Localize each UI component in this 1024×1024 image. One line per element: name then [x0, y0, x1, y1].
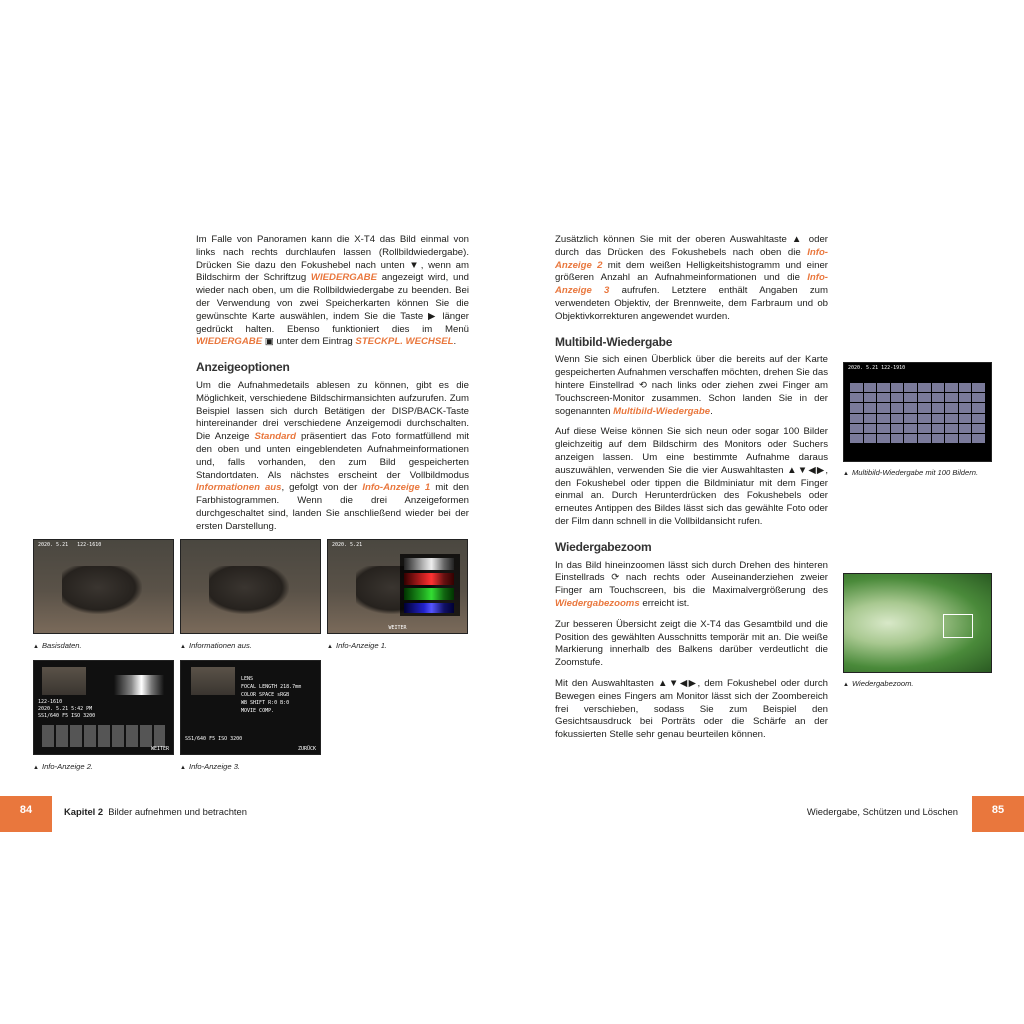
running-head-left: Kapitel 2 Bilder aufnehmen und betrachten	[64, 806, 247, 817]
zoom-overview-box	[943, 614, 973, 638]
highlight-multibild: Multibild-Wiedergabe	[613, 405, 711, 417]
highlight-info-anzeige-1: Info-Anzeige 1	[362, 482, 431, 494]
page-number-left: 84	[0, 796, 52, 832]
histogram-luminance	[114, 675, 164, 695]
page-number-right: 85	[972, 796, 1024, 832]
highlight-info-anzeige-3: Info-Anzeige 3	[555, 272, 828, 297]
hud-top: 2020. 5.21 122-1610	[38, 542, 102, 548]
caption-basisdaten: ▲ Basisdaten.	[33, 641, 82, 650]
caption-info-anzeige-2: ▲ Info-Anzeige 2.	[33, 762, 94, 771]
screenshot-info-anzeige-2: 122-1610 2020. 5.21 5:42 PM SS1/640 F5 ISO 3200 WEITER	[33, 660, 174, 755]
heading-anzeigeoptionen: Anzeigeoptionen	[196, 360, 290, 375]
right-paragraph-2: Wenn Sie sich einen Überblick über die bereits auf der Karte gespeicherten Aufnahmen verschaffen möchten, drehen Sie das hintere Einstellrad ⟲ nach links oder ziehen zwei Finger am Touchscreen-Monitor zusammen. Schon landen Sie in der sogenannten Multibild-Wiedergabe.	[555, 354, 828, 417]
boar-image	[62, 566, 143, 614]
right-paragraph-5: Zur besseren Übersicht zeigt die X-T4 das Gesamtbild und die Position des gewählten Ausschnitts temporär mit an. Die weiße Markierung innerhalb des Balkens darüber verdeutlicht die Zoomstufe.	[555, 618, 828, 669]
hud-weiter: WEITER	[150, 746, 169, 752]
highlight-wiedergabezooms: Wiedergabezooms	[555, 597, 640, 609]
hud-top: 2020. 5.21 122-1910	[848, 365, 906, 371]
screenshot-informationen-aus	[180, 539, 321, 634]
thumbnail-boar	[191, 667, 235, 695]
thumbnail-boar	[42, 667, 86, 695]
screenshot-basisdaten	[33, 539, 174, 634]
histogram-green	[404, 588, 454, 600]
left-paragraph-2: Um die Aufnahmedetails ablesen zu können, gibt es die Möglichkeit, verschiedene Bildschirmansichten aufzurufen. Zum Beispiel lassen sich durch Betätigen der DISP/BACK-Taste hintereinander drei verschiedene Anzeigemodi durchschalten. Die Anzeige Standard präsentiert das Foto formatfüllend mit den oben und unten eingeblendeten Aufnahmeinformationen und, falls vorhanden, den zum Bild gespeicherten Standortdaten. Als nächstes erscheint der Vollbildmodus Informationen aus, gefolgt von der Info-Anzeige 1 mit den Farbhistogrammen. Wenn die drei Anzeigeformen durchgeschaltet sind, landen Sie anschließend wieder bei der ersten Darstellung.	[196, 379, 470, 532]
caption-informationen-aus: ▲ Informationen aus.	[180, 641, 252, 650]
highlight-wiedergabe: WIEDERGABE	[310, 272, 377, 284]
left-paragraph-1: Im Falle von Panoramen kann die X-T4 das Bild einmal von links nach rechts durchlaufen lassen (Rollbildwiedergabe). Drücken Sie dazu den Fokushebel nach unten ▼, wenn am Bildschirm der Schriftzug WIEDERGABE angezeigt wird, und wieder nach oben, um die Rollbildwiedergabe zu beenden. Bei der Verwendung von zwei Speicherkarten können Sie die gewünschte Karte auswählen, indem Sie die Taste ▶ länger gedrückt halten. Ebenso funktioniert dies im Menü WIEDERGABE ▣ unter dem Eintrag STECKPL. WECHSEL.	[196, 234, 469, 348]
caption-info-anzeige-3: ▲ Info-Anzeige 3.	[180, 762, 241, 771]
thumbnail-grid	[850, 383, 985, 443]
heading-multibild-wiedergabe: Multibild-Wiedergabe	[555, 334, 673, 349]
screenshot-info-anzeige-3: LENS FOCAL LENGTH 218.7mm COLOR SPACE sRGB WB SHIFT R:0 B:0 MOVIE COMP. SS1/640 F5 ISO 3200 ZURÜCK	[180, 660, 321, 755]
highlight-info-anzeige-2: Info-Anzeige 2	[555, 246, 828, 271]
hud-top: 2020. 5.21	[332, 542, 363, 548]
right-paragraph-6: Mit den Auswahltasten ▲▼◀▶, dem Fokushebel oder durch Bewegen eines Fingers am Monitor lässt sich der Zoombereich frei verschieben, sodass Sie zum Beispiel den Gesichtsausdruck bei Porträts oder die Schärfe an der fokussierten Stelle sehr genau beurteilen können.	[555, 677, 828, 741]
hud-weiter: WEITER	[388, 625, 407, 631]
running-head-right: Wiedergabe, Schützen und Löschen	[806, 806, 958, 817]
highlight-steckpl: STECKPL. WECHSEL	[355, 336, 454, 348]
right-paragraph-1: Zusätzlich können Sie mit der oberen Auswahltaste ▲ oder durch das Drücken des Fokushebels nach oben die Info-Anzeige 2 mit dem weißen Helligkeitshistogramm und einer größeren Anzahl an Aufnahmeinformationen und die Info-Anzeige 3 aufrufen. Letztere enthält Angaben zum verwendeten Objektiv, der Brennweite, dem Farbraum und ob Objektivkorrekturen angewendet wurden.	[555, 234, 828, 322]
highlight-standard: Standard	[254, 431, 297, 443]
screenshot-info-anzeige-1	[327, 539, 468, 634]
right-column	[555, 234, 828, 750]
right-paragraph-3: Auf diese Weise können Sie sich neun oder sogar 100 Bilder gleichzeitig auf dem Bildschirm des Monitors oder Suchers anzeigen lassen. Um eine bestimmte Aufnahme daraus auszuwählen, verwenden Sie die vier Auswahltasten ▲▼◀▶, den Fokushebel oder tippen die Bildminiatur mit dem Finger einmal an. Durch Herunterdrücken des Fokushebels oder erneutes Antippen des Bildes lässt sich das gewählte Foto oder der Film dann schnell in die Vollbildansicht rufen.	[555, 426, 828, 527]
histogram-blue	[404, 603, 454, 613]
histogram-red	[404, 573, 454, 585]
screenshot-multibild	[843, 362, 992, 462]
left-column	[196, 234, 469, 542]
screenshot-wiedergabezoom	[843, 573, 992, 673]
caption-multibild: ▲ Multibild-Wiedergabe mit 100 Bildern.	[843, 468, 979, 477]
hud-zurueck: ZURÜCK	[297, 746, 316, 752]
right-paragraph-4: In das Bild hineinzoomen lässt sich durch Drehen des hinteren Einstellrads ⟳ nach rechts oder Auseinanderziehen zweier Finger am Touchscreen, bis die Maximalvergrößerung des Wiedergabezooms erreicht ist.	[555, 559, 828, 609]
highlight-informationen-aus: Informationen aus	[196, 482, 282, 494]
heading-wiedergabezoom: Wiedergabezoom	[555, 539, 652, 554]
rgb-histograms	[400, 554, 460, 616]
boar-image	[209, 566, 290, 614]
caption-info-anzeige-1: ▲ Info-Anzeige 1.	[327, 641, 388, 650]
histogram-white	[404, 558, 454, 570]
highlight-wiedergabe-menu: WIEDERGABE	[196, 336, 263, 348]
caption-wiedergabezoom: ▲ Wiedergabezoom.	[843, 679, 914, 688]
